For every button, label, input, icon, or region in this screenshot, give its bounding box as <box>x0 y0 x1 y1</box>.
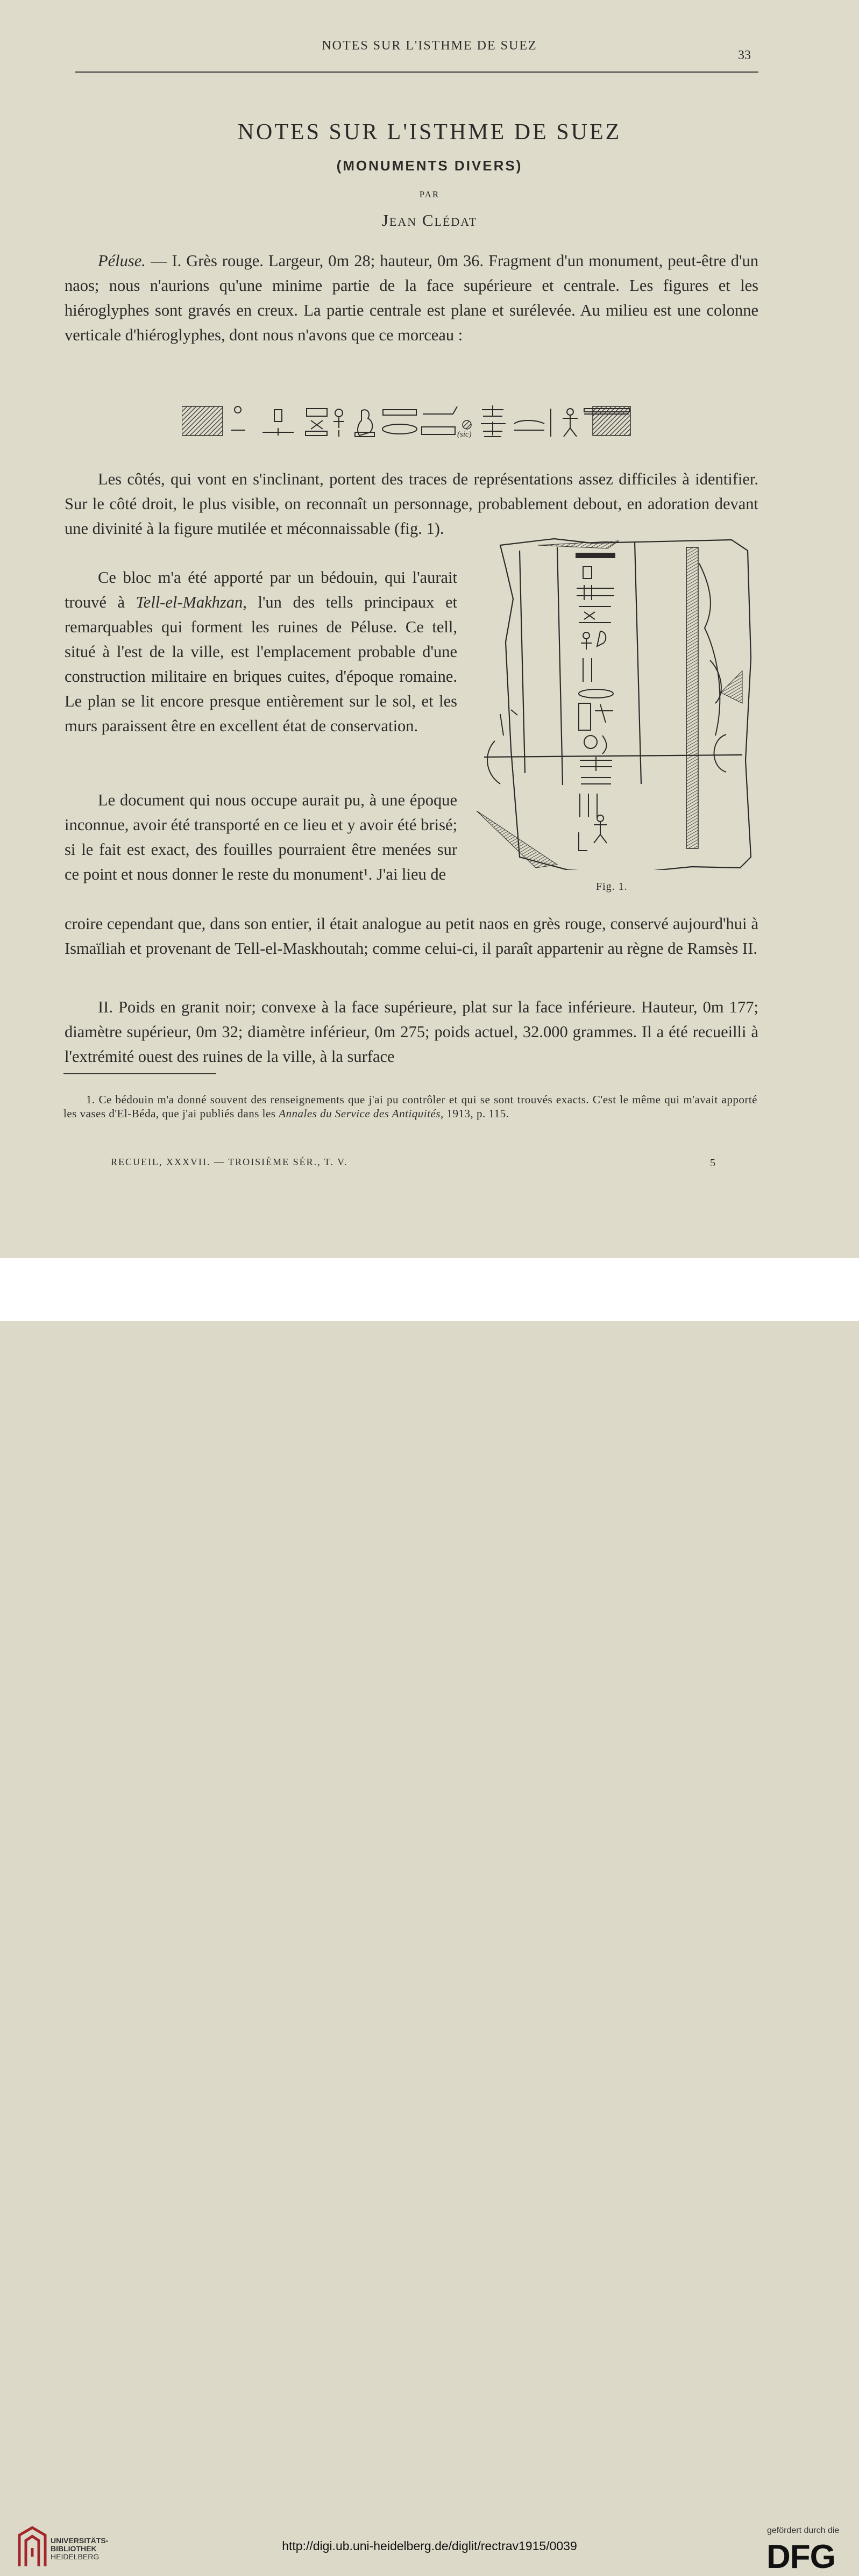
sic-note: (sic) <box>457 430 472 439</box>
cross-sign <box>311 420 323 429</box>
figure-1-drawing <box>473 531 753 870</box>
scanned-page <box>0 0 859 1258</box>
mouth-sign <box>382 424 417 434</box>
block-outline <box>500 539 751 870</box>
column-sign <box>481 405 506 437</box>
hatched-break-right <box>584 406 630 436</box>
header-rule <box>75 72 758 73</box>
viewer-footer <box>0 1258 859 2575</box>
page-number: 33 <box>738 48 751 62</box>
figure-head-sign <box>567 409 573 415</box>
hatched-break-left <box>182 406 223 436</box>
journal-title: Annales du Service des Antiquités, <box>279 1107 444 1120</box>
place-name: Tell-el-Makhzan, <box>136 593 247 611</box>
footnote-1: 1. Ce bédouin m'a donné souvent des renseignements que j'ai pu contrôler et qui se sont trouvés exacts. C'est le même qui m'avait apporté les vases d'El-Béda, que j'ai publiés dans les Annales du Service des Antiquités, 1913, p. 115. <box>63 1093 757 1120</box>
place-name: Péluse. <box>98 252 146 270</box>
hieroglyph-column <box>577 567 614 851</box>
dfg-logo[interactable]: DFG <box>766 2538 835 2575</box>
signature-line: RECUEIL, XXXVII. — TROISIÈME SÉR., T. V. <box>111 1157 348 1167</box>
ground-line <box>484 755 742 757</box>
sun-disk-sign <box>463 420 471 429</box>
column-top-bar <box>576 553 615 558</box>
sheet-number: 5 <box>710 1157 715 1169</box>
paragraph-peluse-1 <box>65 248 758 347</box>
seated-figure-sign <box>358 410 372 436</box>
hieroglyph-line <box>182 402 645 440</box>
author-name: Jean Clédat <box>381 211 478 230</box>
byline-par: PAR <box>419 189 440 199</box>
paragraph-analogy: croire cependant que, dans son entier, il était analogue au petit naos en grès rouge, conservé aujourd'hui à Ismaïliah et provenant de Tell-el-Maskhoutah; comme celui-ci, il paraît appartenir au règne de Ramsès II. <box>65 915 758 958</box>
figure-caption: Fig. 1. <box>596 881 628 893</box>
panel-line-right <box>635 542 641 784</box>
article-subtitle: (MONUMENTS DIVERS) <box>336 158 523 174</box>
funded-by-label: gefördert durch die <box>767 2526 840 2535</box>
hand-sign <box>423 406 457 414</box>
ankh-sign <box>335 409 343 417</box>
library-name[interactable]: UNIVERSITÄTS- BIBLIOTHEK HEIDELBERG <box>51 2536 109 2561</box>
permalink-url[interactable]: http://digi.ub.uni-heidelberg.de/diglit/rectrav1915/0039 <box>282 2539 577 2553</box>
reed-sign <box>383 410 416 415</box>
paragraph-document: Le document qui nous occupe aurait pu, à une époque inconnue, avoir été transporté en ce lieu et y avoir été brisé; si le fait est exact, des fouilles pourraient être menées sur ce point et nous donner le reste du monument¹. J'ai lieu de <box>65 791 457 883</box>
mat-sign <box>307 409 327 416</box>
panel-line-left <box>557 547 563 785</box>
house-sign <box>274 410 282 422</box>
footnote-rule <box>63 1073 216 1074</box>
paragraph-provenance: Ce bloc m'a été apporté par un bédouin, qui l'aurait trouvé à Tell-el-Makhzan, l'un des tells principaux et remarquables qui forment les ruines de Péluse. Ce tell, situé à l'est de la ville, est l'emplacement probable d'une construction militaire en briques cuites, d'époque romaine. Le plan se lit encore presque entièrement sur le sol, et les murs paraissent être en excellent état de conservation. <box>65 568 457 735</box>
loaf-sign <box>235 406 241 413</box>
right-panel-relief <box>686 547 726 848</box>
left-edge-line <box>520 551 525 773</box>
arm-sign <box>514 420 544 424</box>
paragraph-sides: Les côtés, qui vont en s'inclinant, portent des traces de représentations assez difficiles à identifier. Sur le côté droit, le plus visible, on reconnaît un personnage, probablement debout, en adoration devant une divinité à la figure mutilée et méconnaissable (fig. 1). <box>65 470 758 538</box>
article-title: NOTES SUR L'ISTHME DE SUEZ <box>237 120 622 145</box>
standing-figure-sign <box>563 415 578 437</box>
running-title: NOTES SUR L'ISTHME DE SUEZ <box>322 39 537 53</box>
paragraph-weight: II. Poids en granit noir; convexe à la face supérieure, plat sur la face inférieure. Hauteur, 0m 177; diamètre supérieur, 0m 32; diamètre inférieur, 0m 275; poids actuel, 32.000 grammes. Il a été recueilli à l'extrémité ouest des ruines de la ville, à la surface <box>65 998 758 1066</box>
paragraph-text: — I. Grès rouge. Largeur, 0m 28; hauteur, 0m 36. Fragment d'un monument, peut-être d'un naos; nous n'aurions qu'une minime partie de la face supérieure et centrale. Les figures et les hiéroglyphes sont gravés en creux. La partie centrale est plane et surélevée. Au milieu est une colonne verticale d'hiéroglyphes, dont nous n'avons que ce morceau : <box>65 252 758 344</box>
